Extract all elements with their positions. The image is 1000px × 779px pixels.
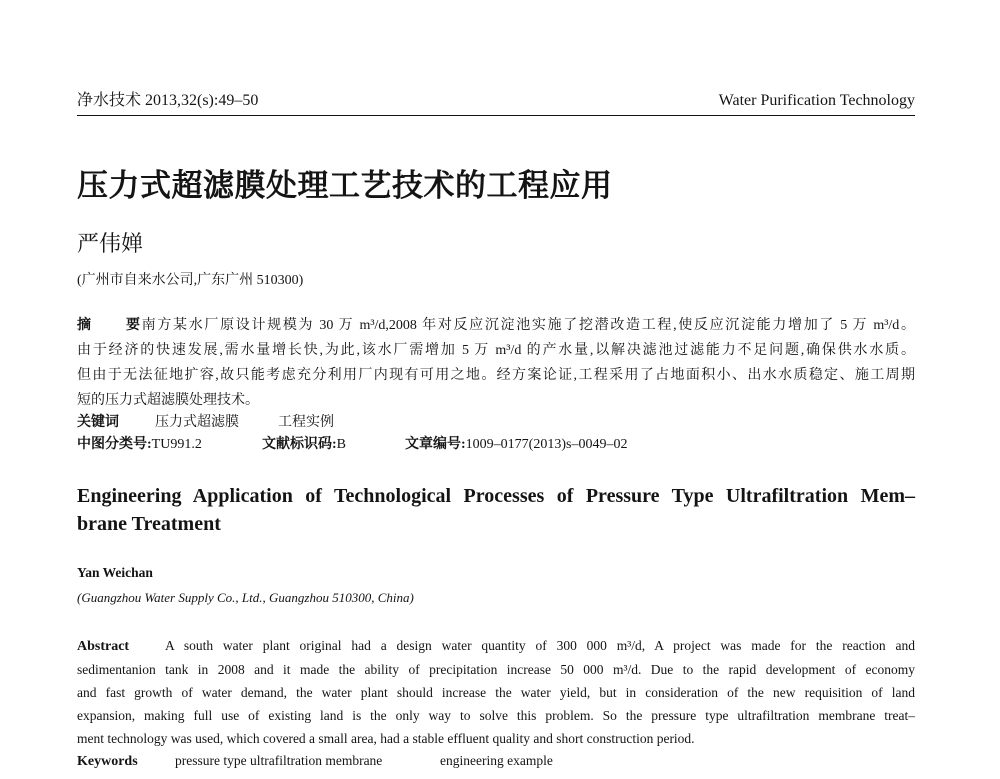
header-rule [77, 115, 915, 116]
affiliation-en: (Guangzhou Water Supply Co., Ltd., Guangzhou 510300, China) [77, 590, 414, 605]
keywords-en [77, 749, 915, 773]
abstract-en-line: expansion, making full use of existing land is the only way to solve this problem. So the pressure type ultrafiltration membrane treat– [77, 708, 915, 723]
journal-citation-cn: 净水技术 2013,32(s):49–50 [77, 92, 259, 109]
document-code [262, 434, 405, 456]
abstract-en-line: sedimentanion tank in 2008 and it made the ability of precipitation increase 50 000 m³/d. Due to the rapid development of economy [77, 662, 915, 677]
abstract-cn [77, 313, 915, 413]
article-number-label: 文章编号: [405, 437, 466, 452]
journal-name-en: Water Purification Technology [718, 92, 915, 109]
document-code-value: B [336, 437, 347, 452]
keywords-en-label: Keywords [77, 754, 138, 769]
clc-number [77, 434, 262, 456]
paper-title-en [77, 482, 915, 538]
running-header [77, 89, 915, 113]
keyword-cn: 工程实例 [278, 415, 334, 430]
keywords-cn [77, 412, 915, 434]
affiliation-cn: (广州市自来水公司,广东广州 510300) [77, 273, 304, 288]
article-number-value: 1009–0177(2013)s–0049–02 [465, 437, 628, 452]
abstract-en-line: and fast growth of water demand, the water plant should increase the water yield, but in consideration of the new requisition of land [77, 685, 915, 700]
classification-line [77, 434, 915, 456]
keywords-cn-label: 关键词 [77, 415, 119, 430]
abstract-en-line [77, 634, 915, 658]
title-en-line: brane Treatment [77, 513, 221, 535]
abstract-en-label: Abstract [77, 639, 130, 654]
keyword-en: engineering example [440, 753, 553, 768]
abstract-cn-line: 但由于无法征地扩容,故只能考虑充分利用厂内现有可用之地。经方案论证,工程采用了占地面积小、出水水质稳定、施工周期 [77, 368, 915, 383]
keyword-en: pressure type ultrafiltration membrane [175, 753, 383, 768]
author-name-en: Yan Weichan [77, 565, 153, 580]
keyword-cn: 压力式超滤膜 [155, 415, 239, 430]
document-code-label: 文献标识码: [262, 437, 337, 452]
title-en-line: Engineering Application of Technological Processes of Pressure Type Ultrafiltration Mem– [77, 485, 915, 507]
abstract-en [77, 634, 915, 750]
clc-label: 中图分类号: [77, 437, 152, 452]
article-number [405, 437, 627, 452]
abstract-cn-label: 摘 要 [77, 318, 140, 333]
author-name-cn: 严伟婵 [77, 232, 144, 257]
clc-value: TU991.2 [151, 437, 202, 452]
abstract-cn-line [77, 313, 915, 338]
abstract-cn-line: 短的压力式超滤膜处理技术。 [77, 393, 259, 408]
abstract-cn-line: 由于经济的快速发展,需水量增长快,为此,该水厂需增加 5 万 m³/d 的产水量,以解决滤池过滤能力不足问题,确保供水水质。 [77, 343, 915, 358]
abstract-en-line: ment technology was used, which covered a small area, had a stable effluent quality and short construction period. [77, 731, 695, 746]
abstract-cn-text: 南方某水厂原设计规模为 30 万 m³/d,2008 年对反应沉淀池实施了挖潜改造工程,使反应沉淀能力增加了 5 万 m³/d。 [140, 318, 915, 333]
abstract-en-text: A south water plant original had a design water quantity of 300 000 m³/d, A project was made for the reaction and [165, 638, 915, 653]
paper-title-cn: 压力式超滤膜处理工艺技术的工程应用 [77, 168, 613, 204]
